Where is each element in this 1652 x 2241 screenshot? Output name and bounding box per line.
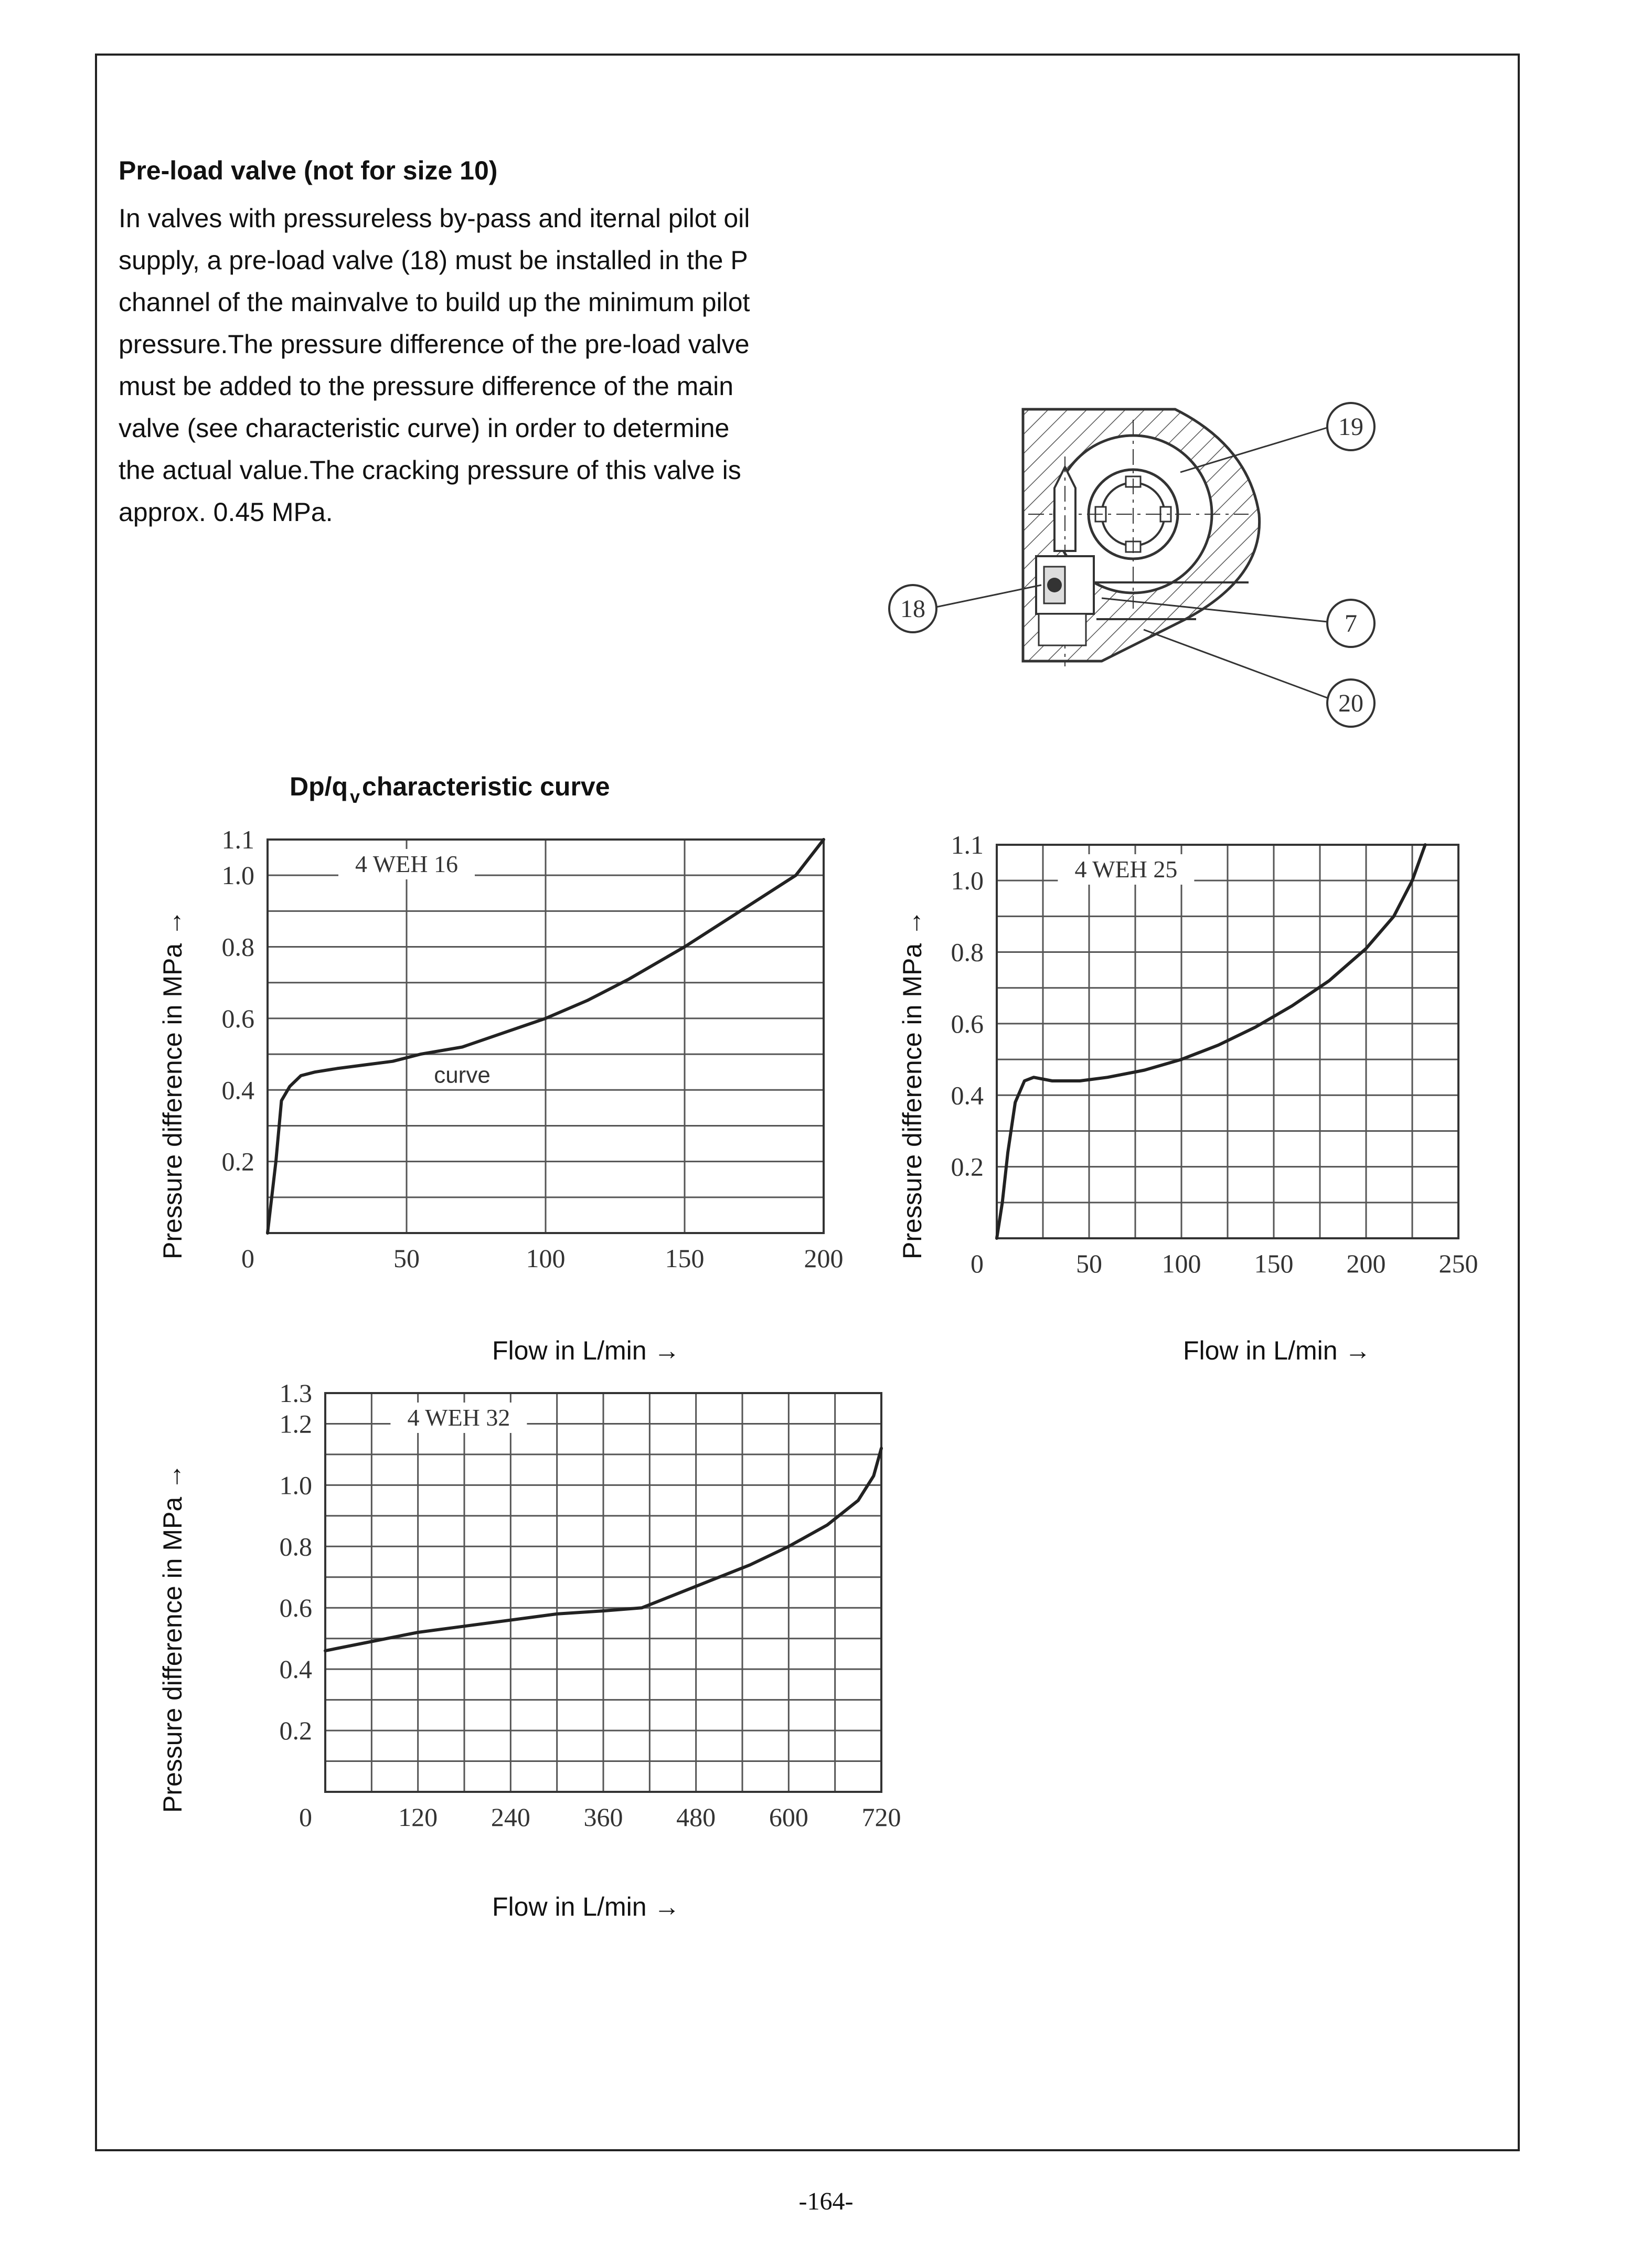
x-tick-label: 600: [769, 1802, 808, 1832]
x-tick-label: 150: [665, 1244, 705, 1273]
model-label: 4 WEH 25: [1074, 856, 1178, 883]
chart-plot: [152, 824, 860, 1296]
characteristic-curve-title: [290, 771, 610, 808]
x-tick-label: 0: [241, 1244, 254, 1273]
page-number: -164-: [798, 2187, 854, 2215]
title-subscript: v: [350, 787, 360, 807]
y-tick-label: 0.4: [951, 1080, 984, 1110]
x-tick-label: 250: [1438, 1249, 1478, 1278]
y-tick-label: 0.8: [221, 932, 254, 962]
y-tick-label: 0.2: [221, 1146, 254, 1176]
callout-number: 20: [1338, 689, 1363, 717]
y-tick-label: 1.2: [279, 1409, 312, 1439]
y-tick-label: 1.1: [951, 830, 984, 859]
paragraph-line: In valves with pressureless by-pass and iternal pilot oil: [119, 204, 750, 233]
curve-annotation: curve: [434, 1062, 491, 1088]
y-tick-label: 0.2: [279, 1716, 312, 1746]
paragraph-line: channel of the mainvalve to build up the minimum pilot: [119, 288, 750, 317]
y-tick-label: 0.8: [951, 937, 984, 967]
y-tick-label: 0.6: [951, 1008, 984, 1038]
series-line: [997, 845, 1425, 1238]
x-tick-label: 100: [526, 1244, 566, 1273]
paragraph-line: supply, a pre-load valve (18) must be installed in the P: [119, 246, 748, 275]
callout-number: 7: [1345, 610, 1357, 638]
x-tick-label: 200: [804, 1244, 844, 1273]
x-tick-label: 100: [1161, 1249, 1201, 1278]
description-paragraph: [119, 197, 795, 533]
paragraph-line: must be added to the pressure difference of the main: [119, 371, 734, 401]
y-tick-label: 0.8: [279, 1532, 312, 1562]
y-tick-label: 0.6: [221, 1003, 254, 1033]
y-tick-label: 0.4: [279, 1654, 312, 1684]
y-tick-label: 0.2: [951, 1152, 984, 1182]
title-main: Dp/q: [290, 772, 348, 801]
x-axis-label: Flow in L/min →: [1183, 1336, 1371, 1365]
x-tick-label: 150: [1254, 1249, 1294, 1278]
callout-18: [889, 585, 1041, 632]
chart-plot: [152, 1375, 913, 1847]
y-tick-label: 1.0: [221, 861, 254, 890]
valve-section-diagram: [881, 383, 1395, 750]
paragraph-line: the actual value.The cracking pressure of this valve is: [119, 455, 741, 485]
chart-4weh25: [892, 824, 1553, 1375]
model-label: 4 WEH 32: [407, 1404, 510, 1431]
y-axis-label: Pressure difference in MPa →: [158, 909, 187, 1259]
title-suffix: characteristic curve: [362, 772, 610, 801]
x-tick-label: 360: [583, 1802, 623, 1832]
paragraph-line: valve (see characteristic curve) in order to determine: [119, 413, 730, 443]
paragraph-line: pressure.The pressure difference of the pre-load valve: [119, 330, 750, 359]
x-axis-label: Flow in L/min →: [492, 1892, 680, 1921]
x-tick-label: 0: [299, 1802, 312, 1832]
x-axis-label: Flow in L/min →: [492, 1336, 680, 1365]
chart-4weh16: [152, 824, 860, 1375]
x-tick-label: 50: [393, 1244, 420, 1273]
x-tick-label: 0: [971, 1249, 984, 1278]
y-tick-label: 0.6: [279, 1593, 312, 1623]
y-axis-label: Pressure difference in MPa →: [898, 909, 927, 1259]
paragraph-line: approx. 0.45 MPa.: [119, 497, 333, 527]
callout-number: 19: [1338, 413, 1363, 441]
x-tick-label: 480: [676, 1802, 716, 1832]
x-tick-label: 720: [861, 1802, 901, 1832]
callout-number: 18: [900, 595, 925, 623]
model-label: 4 WEH 16: [355, 851, 458, 877]
y-tick-label: 1.3: [279, 1378, 312, 1408]
x-tick-label: 240: [491, 1802, 530, 1832]
y-tick-label: 0.4: [221, 1075, 254, 1105]
y-tick-label: 1.1: [221, 825, 254, 854]
y-tick-label: 1.0: [951, 866, 984, 896]
x-tick-label: 200: [1346, 1249, 1386, 1278]
y-axis-label: Pressure difference in MPa →: [158, 1463, 187, 1813]
x-tick-label: 50: [1076, 1249, 1102, 1278]
x-tick-label: 120: [398, 1802, 438, 1832]
chart-4weh32: [152, 1375, 913, 1931]
section-heading: Pre-load valve (not for size 10): [119, 156, 498, 185]
chart-plot: [892, 824, 1553, 1296]
y-tick-label: 1.0: [279, 1470, 312, 1500]
